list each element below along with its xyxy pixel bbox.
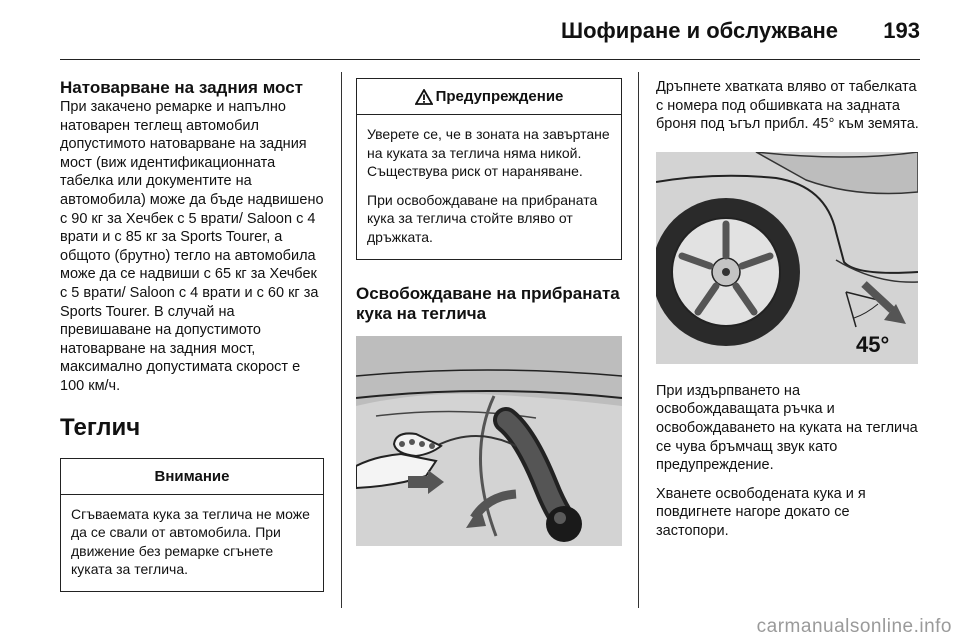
warning-header [357,79,621,115]
caution-text: Сгъваемата кука за теглича не може да се свали от автомобила. При движение без ремарке сгънете куката за теглича. [71,505,310,578]
warning-text-2: При освобождаване на прибраната кука за теглича стойте вляво от дръжката. [367,191,598,245]
column-middle [356,78,622,546]
raise-hook-paragraph: Хванете освободената кука и я повдигнете нагоре докато се застопори. [656,485,866,539]
column-divider [341,72,342,608]
caution-title: Внимание [61,459,323,495]
warning-text-1: Уверете се, че в зоната на завъртане на куката за теглича няма никой. Съществува риск от нараняване. [367,126,610,180]
towbar-release-illustration [356,336,622,546]
bumper-drawing [656,152,918,364]
warning-triangle-icon [415,89,433,105]
axle-load-paragraph: При закачено ремарке и напълно натоварен теглещ автомобил допустимото натоварване на задния мост (виж идентификационната табелка или документите на автомобила) може да бъде надвишено с 90 кг за Хечбек с 5 врати/ Saloon с 4 врати и с 85 кг за Sports Tourer, а общото (брутно) тегло на автомобила може да се надвиши с 65 кг за Хечбек с 5 врати/ Saloon с 4 врати и с 60 кг за Sports Tourer. В случай на превишаване на допустимото натоварване на задния мост, максимално допустимата скорост е 100 км/ч. [60,99,324,394]
site-watermark: carmanualsonline.info [756,616,952,637]
page-header [60,0,920,60]
pull-handle-instruction: Дръпнете хватката вляво от табелката с номера под обшивката на задната броня под ъгъл прибл. 45° към земята. [656,79,919,133]
bumper-angle-illustration [656,152,918,364]
section-heading-release: Освобождаване на прибраната кука на теглича [356,283,620,323]
section-title-towbar: Теглич [60,413,141,441]
chapter-title: Шофиране и обслужване [560,18,838,43]
column-left [60,78,324,592]
angle-label: 45° [856,331,890,357]
column-divider [638,72,639,608]
section-heading-axle-load: Натоварване на задния мост [60,78,303,97]
towbar-drawing [356,336,622,546]
warning-notice [356,78,622,260]
caution-notice [60,458,324,592]
warning-title: Предупреждение [435,88,564,105]
page-number: 193 [883,18,920,43]
release-sound-paragraph: При издърпването на освобождаващата ръчка и освобождаването на куката на теглича се чува бръмчащ звук като предупреждение. [656,382,918,474]
column-right [656,78,920,541]
